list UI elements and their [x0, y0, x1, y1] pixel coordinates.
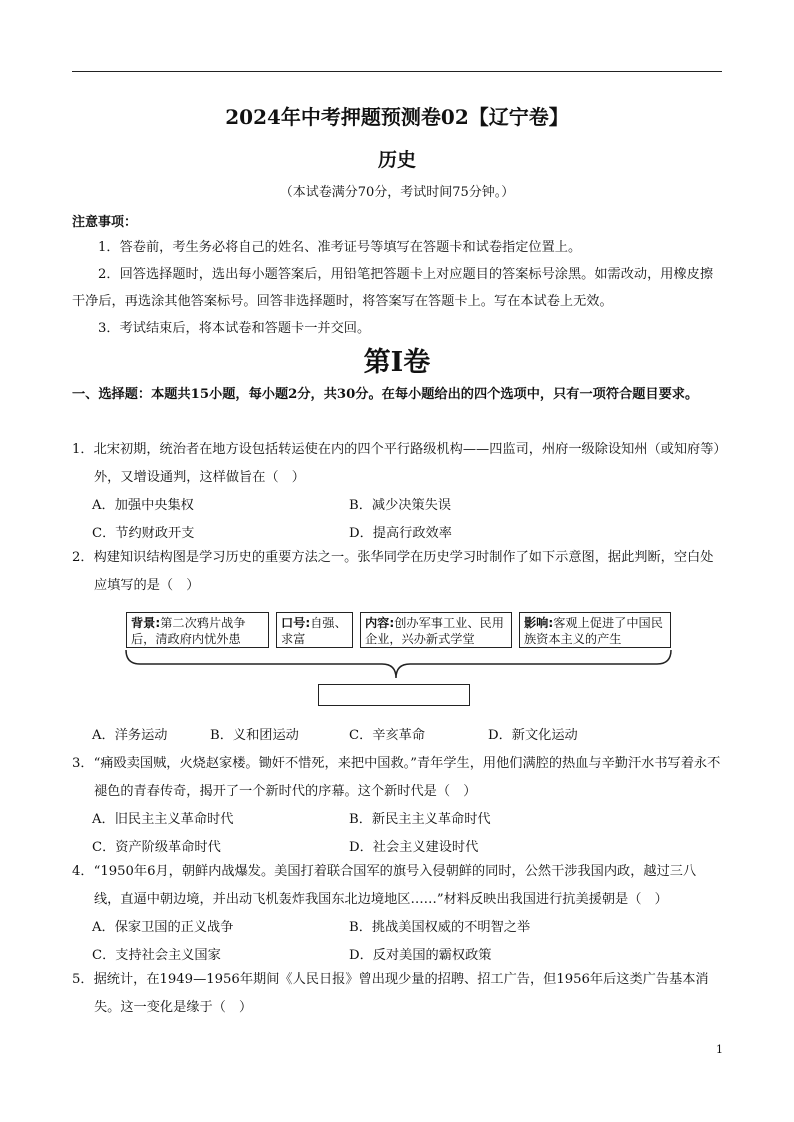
exam-title: 2024年中考押题预测卷02【辽宁卷】 [225, 105, 569, 129]
option-b: B．义和团运动 [210, 728, 299, 743]
option-d: D．社会主义建设时代 [349, 840, 479, 855]
notice-heading: 注意事项： [72, 215, 138, 230]
option-d: D．新文化运动 [488, 728, 578, 743]
subject-title: 历史 [377, 149, 416, 171]
question-3 [72, 750, 722, 862]
notice-item: 1．答卷前，考生务必将自己的姓名、准考证号等填写在答题卡和试卷指定位置上。 [98, 240, 582, 255]
header-rule [72, 71, 722, 72]
blank-answer-box [318, 684, 470, 706]
question-stem: 3．“痛殴卖国贼，火烧赵家楼。锄奸不惜死，来把中国救。”青年学生，用他们满腔的热血与辛勤汗水书写着永不褪色的青春传奇，揭开了一个新时代的序幕。这个新时代是（ ） [72, 756, 721, 799]
section-heading: 一、选择题：本题共15小题，每小题2分，共30分。在每小题给出的四个选项中，只有一项符合题目要求。 [72, 387, 699, 402]
option-a: A．洋务运动 [92, 728, 168, 743]
notice-item: 3．考试结束后，将本试卷和答题卡一并交回。 [98, 321, 371, 336]
question-stem: 4．“1950年6月，朝鲜内战爆发。美国打着联合国军的旗号入侵朝鲜的同时，公然干涉我国内政，越过三八线，直逼中朝边境，并出动飞机轰炸我国东北边境地区……”材料反映出我国进行抗美援朝是（ ） [72, 864, 697, 907]
option-a: A．旧民主主义革命时代 [92, 812, 234, 827]
diagram-box-text: 客观上促进了中国民族资本主义的产生 [524, 616, 663, 646]
option-d: D．反对美国的霸权政策 [349, 948, 492, 963]
option-c: C．支持社会主义国家 [92, 948, 221, 963]
options-row [72, 806, 722, 834]
question-stem: 1．北宋初期，统治者在地方设包括转运使在内的四个平行路级机构——四监司，州府一级除设知州（或知府等）外，又增设通判，这样做旨在（ ） [72, 442, 720, 485]
knowledge-structure-diagram [120, 606, 680, 710]
notice-item: 2．回答选择题时，选出每小题答案后，用铅笔把答题卡上对应题目的答案标号涂黑。如需改动，用橡皮擦干净后，再选涂其他答案标号。回答非选择题时，将答案写在答题卡上。写在本试卷上无效。 [72, 267, 714, 309]
question-stem: 5．据统计，在1949—1956年期间《人民日报》曾出现少量的招聘、招工广告，但1956年后这类广告基本消失。这一变化是缘于（ ） [72, 972, 709, 1015]
question-stem: 2．构建知识结构图是学习历史的重要方法之一。张华同学在历史学习时制作了如下示意图，据此判断，空白处应填写的是（ ） [72, 550, 714, 593]
option-c: C．资产阶级革命时代 [92, 840, 221, 855]
diagram-box-text: 自强、求富 [281, 616, 347, 646]
question-4 [72, 858, 722, 970]
options-row [72, 722, 722, 750]
diagram-box-label: 背景: [131, 616, 161, 630]
diagram-box-label: 口号: [281, 616, 311, 630]
question-5 [72, 966, 722, 1022]
exam-info: （本试卷满分70分，考试时间75分钟。） [279, 185, 515, 200]
option-b: B．减少决策失误 [349, 498, 452, 513]
curly-brace-connector [120, 606, 680, 686]
option-a: A．保家卫国的正义战争 [92, 920, 234, 935]
page-number: 1 [716, 1043, 723, 1056]
question-1 [72, 436, 722, 548]
option-b: B．新民主主义革命时代 [349, 812, 491, 827]
notice-list [72, 234, 722, 342]
diagram-box-label: 内容: [365, 616, 395, 630]
option-b: B．挑战美国权威的不明智之举 [349, 920, 531, 935]
diagram-box-text: 创办军事工业、民用企业，兴办新式学堂 [365, 616, 504, 646]
question-2-options [72, 722, 722, 750]
options-row [72, 914, 722, 942]
option-c: C．节约财政开支 [92, 526, 195, 541]
options-row [72, 492, 722, 520]
question-2 [72, 544, 722, 600]
option-a: A．加强中央集权 [92, 498, 194, 513]
option-d: D．提高行政效率 [349, 526, 452, 541]
diagram-box-label: 影响: [524, 616, 554, 630]
part-title: 第I卷 [363, 347, 431, 378]
diagram-box-text: 第二次鸦片战争后，清政府内忧外患 [131, 616, 246, 646]
option-c: C．辛亥革命 [349, 728, 426, 743]
